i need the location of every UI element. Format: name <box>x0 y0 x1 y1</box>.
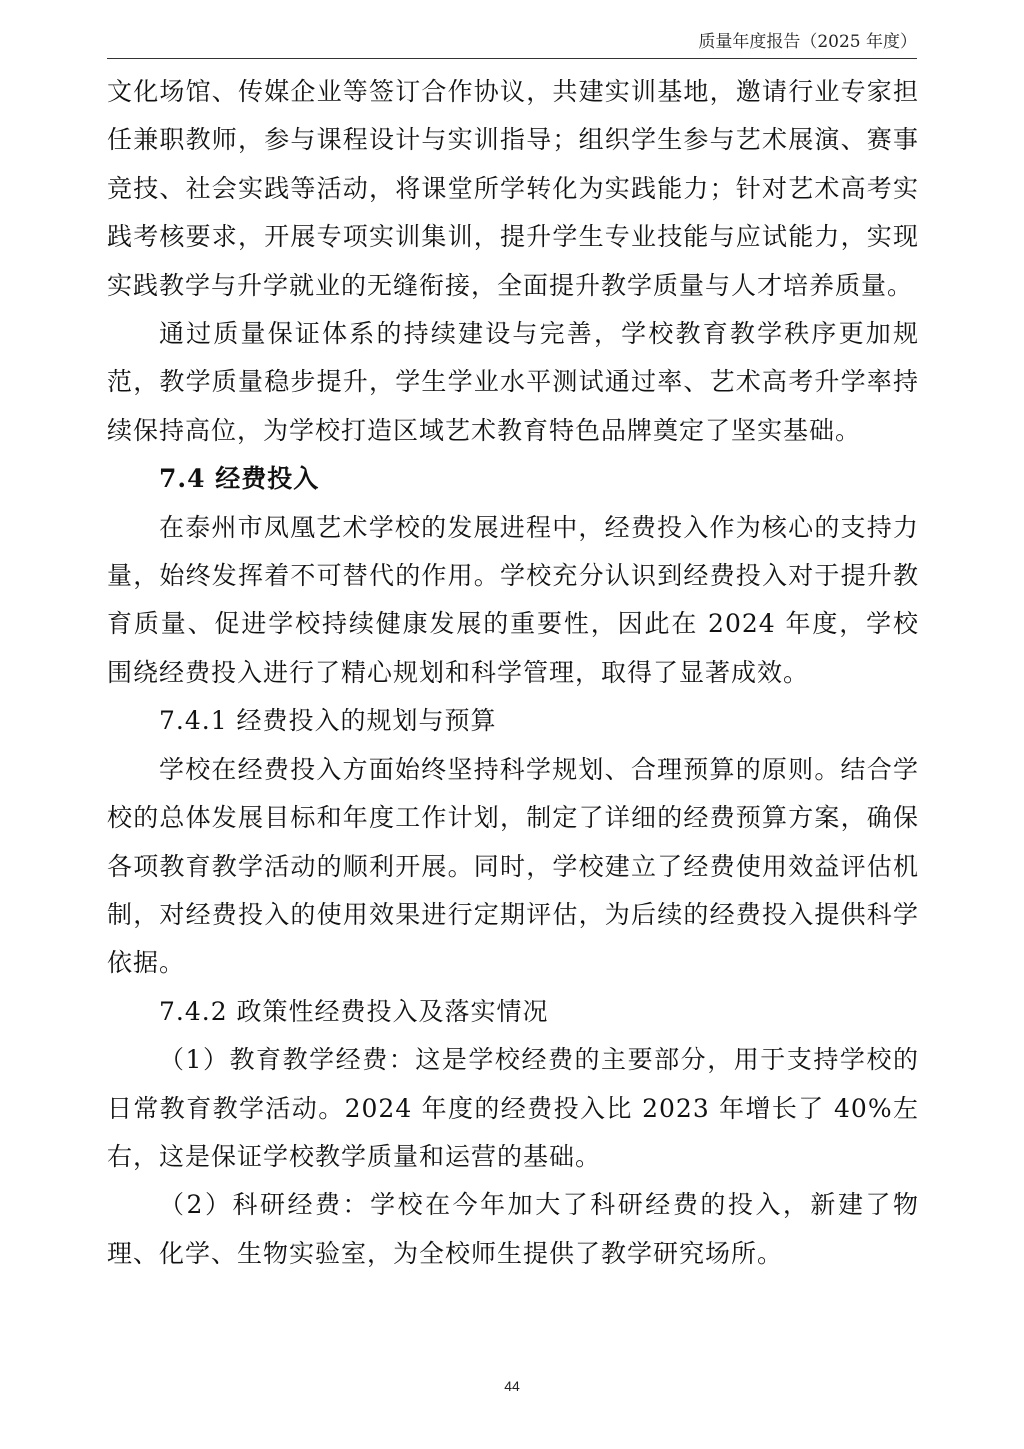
page-number: 44 <box>504 1378 520 1394</box>
document-body <box>107 68 919 1278</box>
paragraph-quality-assurance: 通过质量保证体系的持续建设与完善，学校教育教学秩序更加规范，教学质量稳步提升，学生学业水平测试通过率、艺术高考升学率持续保持高位，为学校打造区域艺术教育特色品牌奠定了坚实基础。 <box>107 319 919 445</box>
page-footer <box>0 1378 1024 1394</box>
section-heading-7-4: 7.4 经费投入 <box>159 464 320 494</box>
paragraph-research-funds: （2）科研经费：学校在今年加大了科研经费的投入，新建了物理、化学、生物实验室，为全校师生提供了教学研究场所。 <box>107 1190 919 1268</box>
paragraph-funding-intro: 在泰州市凤凰艺术学校的发展进程中，经费投入作为核心的支持力量，始终发挥着不可替代的作用。学校充分认识到经费投入对于提升教育质量、促进学校持续健康发展的重要性，因此在 2024 年度，学校围绕经费投入进行了精心规划和科学管理，取得了显著成效。 <box>107 512 919 687</box>
subsection-heading-7-4-1: 7.4.1 经费投入的规划与预算 <box>159 706 497 736</box>
paragraph-teaching-funds: （1）教育教学经费：这是学校经费的主要部分，用于支持学校的日常教育教学活动。2024 年度的经费投入比 2023 年增长了 40%左右，这是保证学校教学质量和运营的基础。 <box>107 1045 919 1171</box>
running-header <box>107 30 917 59</box>
subsection-heading-7-4-2: 7.4.2 政策性经费投入及落实情况 <box>159 996 549 1026</box>
header-title: 质量年度报告（2025 年度） <box>698 32 917 52</box>
paragraph-continuation: 文化场馆、传媒企业等签订合作协议，共建实训基地，邀请行业专家担任兼职教师，参与课程设计与实训指导；组织学生参与艺术展演、赛事竞技、社会实践等活动，将课堂所学转化为实践能力；针对艺术高考实践考核要求，开展专项实训集训，提升学生专业技能与应试能力，实现实践教学与升学就业的无缝衔接，全面提升教学质量与人才培养质量。 <box>107 77 919 300</box>
paragraph-planning-budget: 学校在经费投入方面始终坚持科学规划、合理预算的原则。结合学校的总体发展目标和年度工作计划，制定了详细的经费预算方案，确保各项教育教学活动的顺利开展。同时，学校建立了经费使用效益评估机制，对经费投入的使用效果进行定期评估，为后续的经费投入提供科学依据。 <box>107 754 919 978</box>
